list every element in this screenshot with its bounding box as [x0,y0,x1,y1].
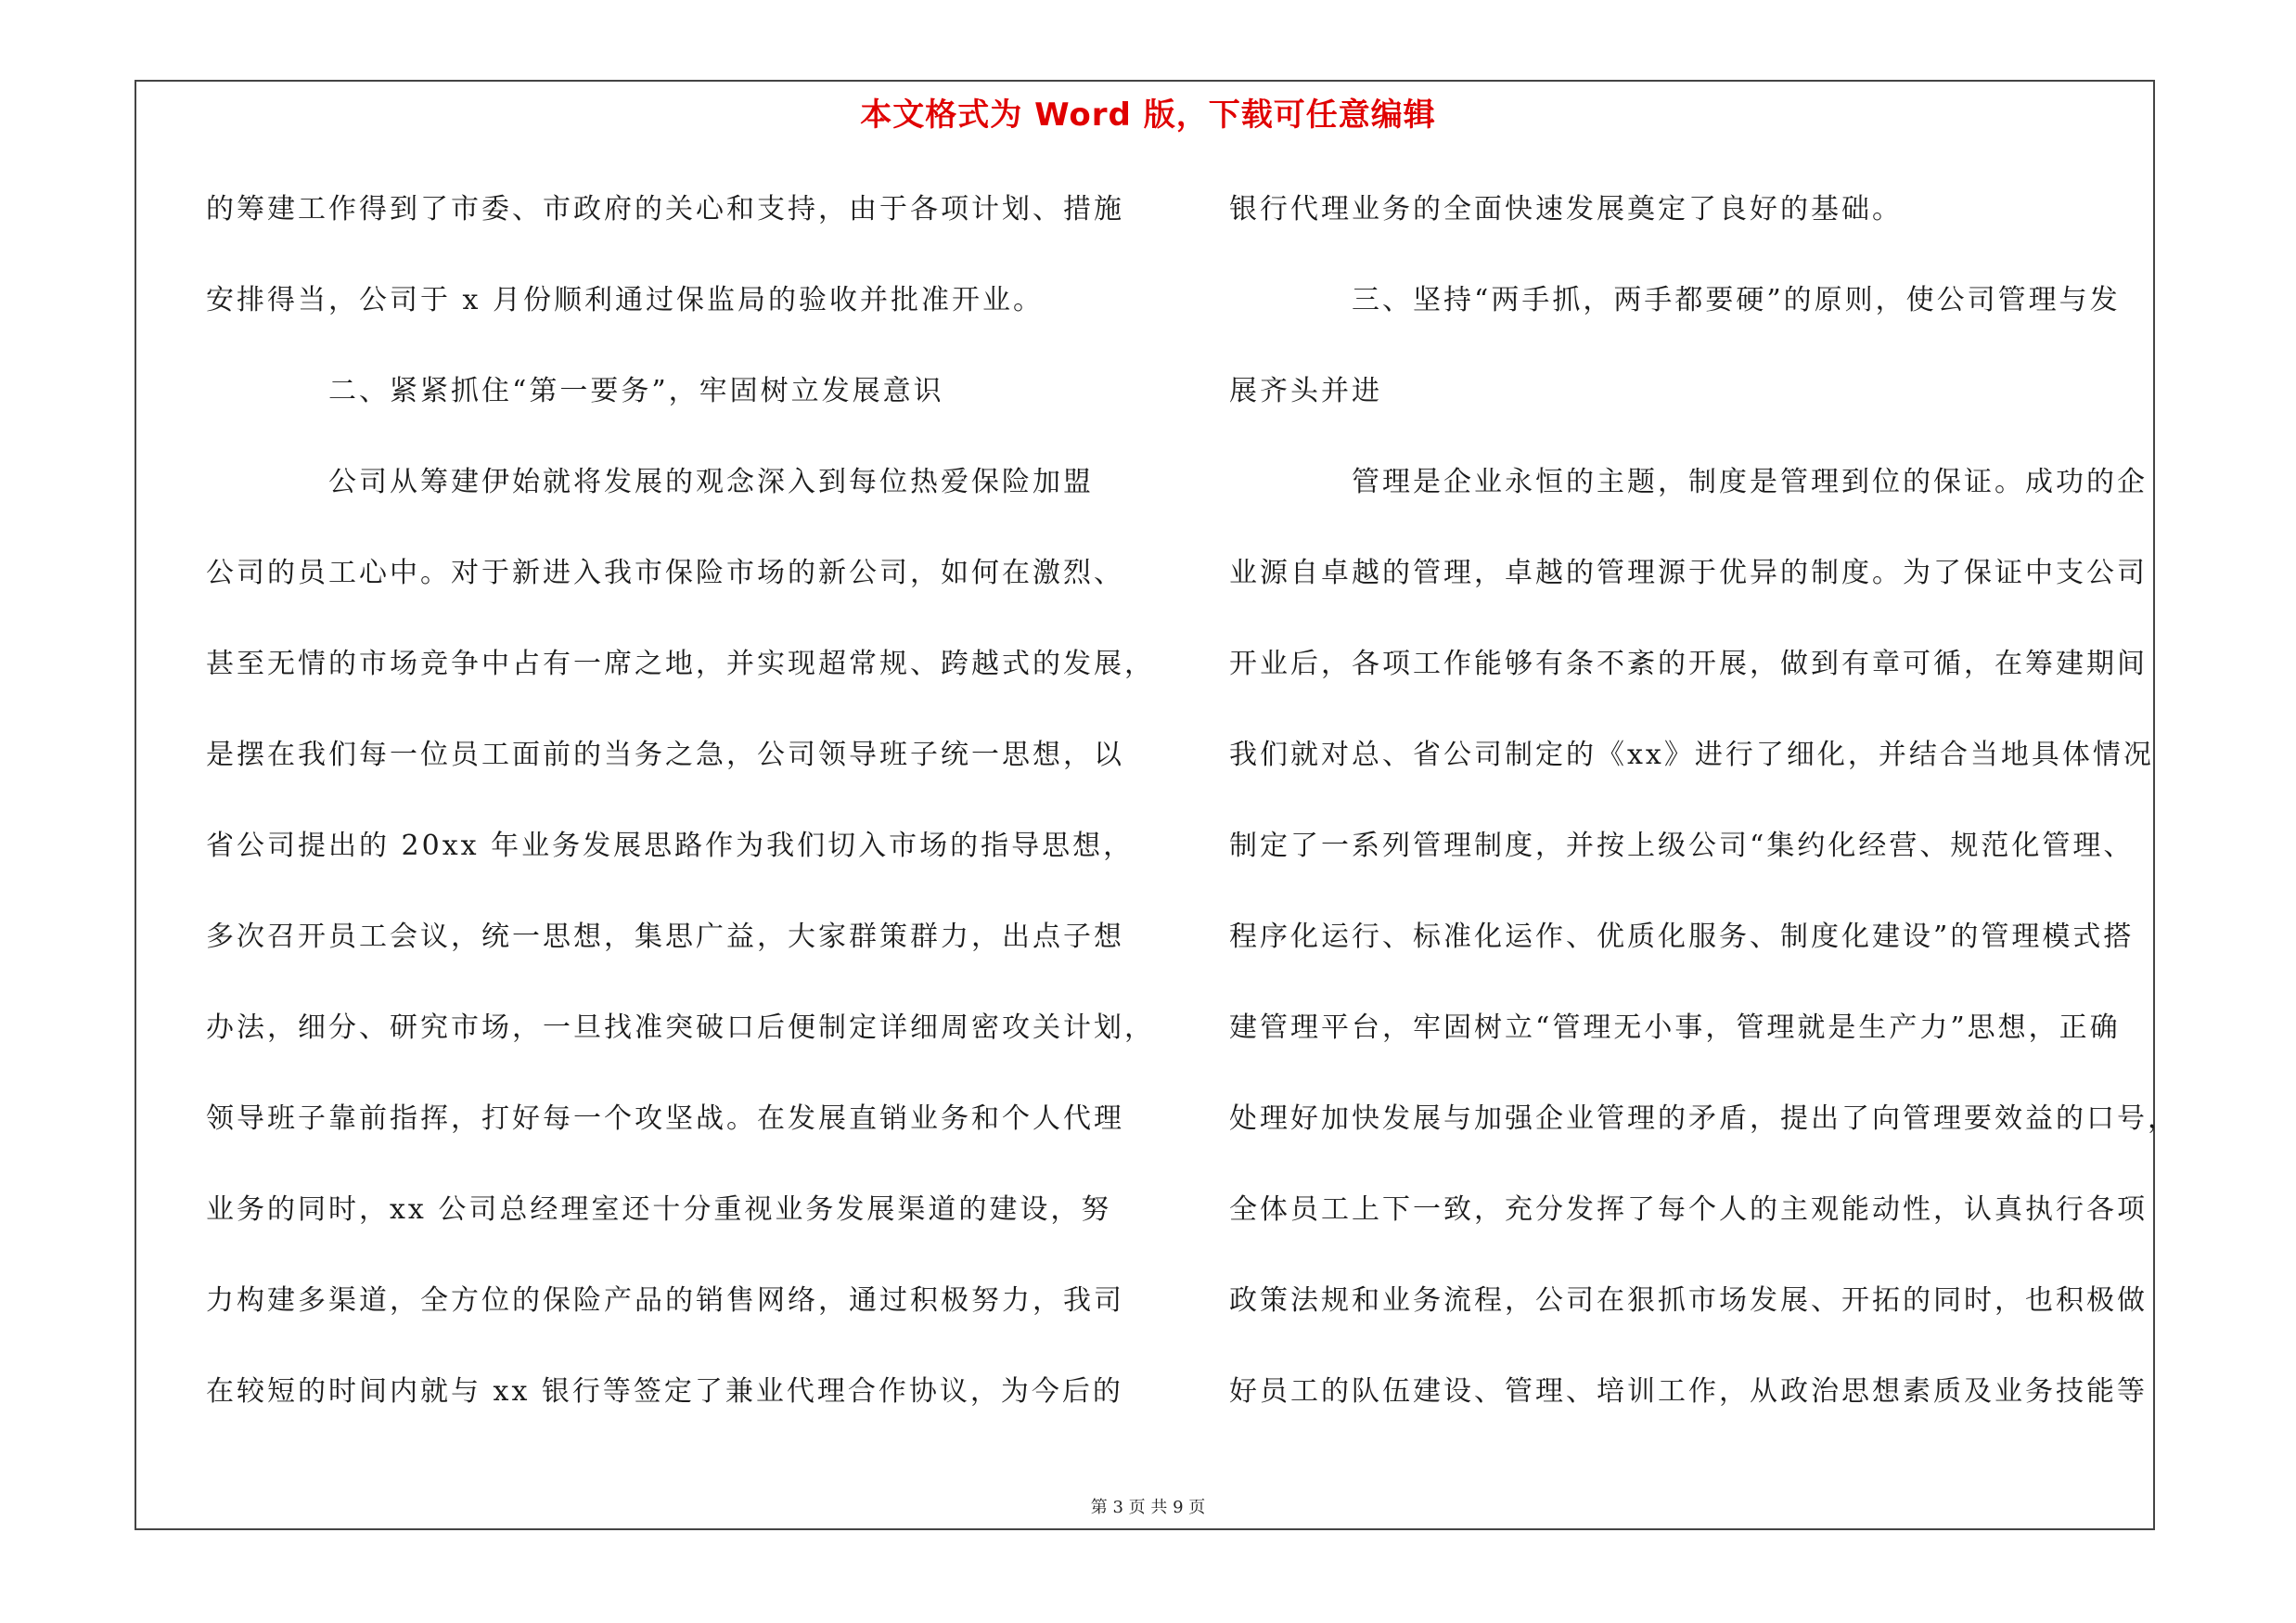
text-line: 银行代理业务的全面快速发展奠定了良好的基础。 [1229,193,1903,225]
text-line: 业源自卓越的管理，卓越的管理源于优异的制度。为了保证中支公司 [1229,557,2148,589]
text-line: 办法，细分、研究市场，一旦找准突破口后便制定详细周密攻关计划， [206,1011,1155,1044]
left-text-column [206,182,1155,1455]
text-line: 建管理平台，牢固树立“管理无小事，管理就是生产力”思想，正确 [1229,1011,2121,1044]
text-line: 的筹建工作得到了市委、市政府的关心和支持，由于各项计划、措施 [206,193,1124,225]
text-line: 公司的员工心中。对于新进入我市保险市场的新公司，如何在激烈、 [206,557,1124,589]
text-line: 三、坚持“两手抓，两手都要硬”的原则，使公司管理与发 [1352,284,2121,316]
text-line: 程序化运行、标准化运作、优质化服务、制度化建设”的管理模式搭 [1229,921,2135,953]
text-line: 展齐头并进 [1229,375,1382,407]
text-line: 全体员工上下一致，充分发挥了每个人的主观能动性，认真执行各项 [1229,1193,2148,1226]
text-line: 公司从筹建伊始就将发展的观念深入到每位热爱保险加盟 [328,466,1094,498]
text-line: 开业后，各项工作能够有条不紊的开展，做到有章可循，在筹建期间 [1229,648,2148,680]
right-text-column [1229,182,2178,1455]
text-line: 业务的同时，xx 公司总经理室还十分重视业务发展渠道的建设，努 [206,1193,1112,1226]
text-line: 管理是企业永恒的主题，制度是管理到位的保证。成功的企 [1352,466,2148,498]
text-line: 安排得当，公司于 x 月份顺利通过保监局的验收并批准开业。 [206,284,1044,316]
text-line: 制定了一系列管理制度，并按上级公司“集约化经营、规范化管理、 [1229,830,2135,862]
text-line: 领导班子靠前指挥，打好每一个攻坚战。在发展直销业务和个人代理 [206,1102,1124,1135]
text-line: 甚至无情的市场竞争中占有一席之地，并实现超常规、跨越式的发展， [206,648,1155,680]
document-banner: 本文格式为 Word 版，下载可任意编辑 [860,97,1436,134]
text-line: 省公司提出的 20xx 年业务发展思路作为我们切入市场的指导思想， [206,830,1135,862]
text-line: 政策法规和业务流程，公司在狠抓市场发展、开拓的同时，也积极做 [1229,1284,2148,1317]
text-line: 二、紧紧抓住“第一要务”，牢固树立发展意识 [328,375,944,407]
text-line: 好员工的队伍建设、管理、培训工作，从政治思想素质及业务技能等 [1229,1375,2148,1408]
text-line: 在较短的时间内就与 xx 银行等签定了兼业代理合作协议，为今后的 [206,1375,1123,1408]
page-number-footer: 第 3 页 共 9 页 [1090,1498,1206,1517]
text-line: 我们就对总、省公司制定的《xx》进行了细化，并结合当地具体情况 [1229,739,2154,771]
text-line: 是摆在我们每一位员工面前的当务之急，公司领导班子统一思想，以 [206,739,1124,771]
text-line: 多次召开员工会议，统一思想，集思广益，大家群策群力，出点子想 [206,921,1124,953]
text-line: 力构建多渠道，全方位的保险产品的销售网络，通过积极努力，我司 [206,1284,1124,1317]
text-line: 处理好加快发展与加强企业管理的矛盾，提出了向管理要效益的口号， [1229,1102,2178,1135]
